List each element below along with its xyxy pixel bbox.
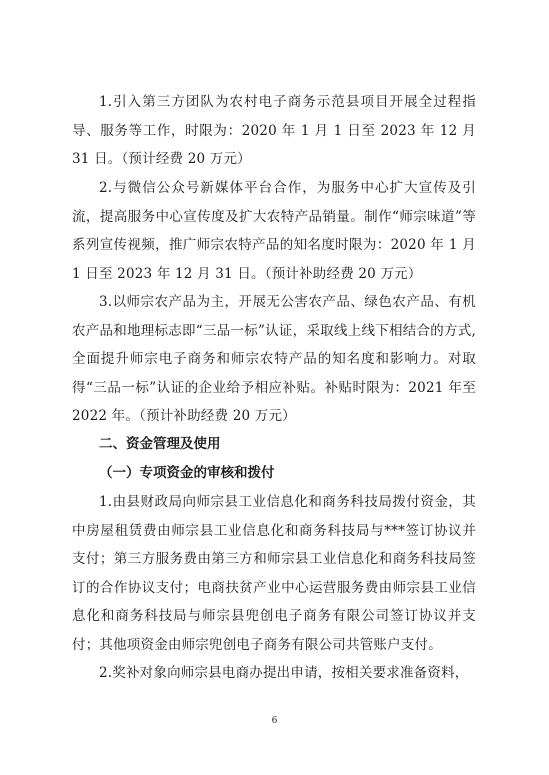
- paragraph-funds-allocation: 1.由县财政局向师宗县工业信息化和商务科技局拨付资金，其中房屋租赁费由师宗县工业信息化和商务科技局与***签订协议并支付；第三方服务费由第三方和师宗县工业信息化和商务科技局签订的合作协议支付；电商扶贫产业中心运营服务费由师宗县工业信息化和商务科技局与师宗县兜创电子商务有限公司签订协议并支付；其他项资金由师宗兜创电子商务有限公司共管账户支付。: [72, 494, 476, 653]
- subsection-heading: （一）专项资金的审核和拨付: [99, 465, 275, 481]
- page-number: 6: [271, 716, 278, 726]
- paragraph-item-1: 1.引入第三方团队为农村电子商务示范县项目开展全过程指导、服务等工作，时限为：2020 年 1 月 1 日至 2023 年 12 月 31 日。（预计经费 20 万元）: [72, 94, 476, 167]
- paragraph-item-3: 3.以师宗农产品为主，开展无公害农产品、绿色农产品、有机农产品和地理标志即“三品一标”认证，采取线上线下相结合的方式,全面提升师宗电子商务和师宗农特产品的知名度和影响力。对取得“三品一标”认证的企业给予相应补贴。补贴时限为：2021 年至 2022 年。（预计补助经费 20 万元）: [72, 294, 476, 424]
- section-heading: 二、资金管理及使用: [99, 436, 221, 452]
- paragraph-item-2: 2.与微信公众号新媒体平台合作，为服务中心扩大宣传及引流，提高服务中心宣传度及扩大农特产品销量。制作“师宗味道”等系列宣传视频，推广师宗农特产品的知名度时限为：2020 年 1 月 1 日至 2023 年 12 月 31 日。（预计补助经费 20 万元）: [72, 180, 476, 282]
- paragraph-subsidy-application: 2.奖补对象向师宗县电商办提出申请，按相关要求准备资料，: [99, 665, 469, 681]
